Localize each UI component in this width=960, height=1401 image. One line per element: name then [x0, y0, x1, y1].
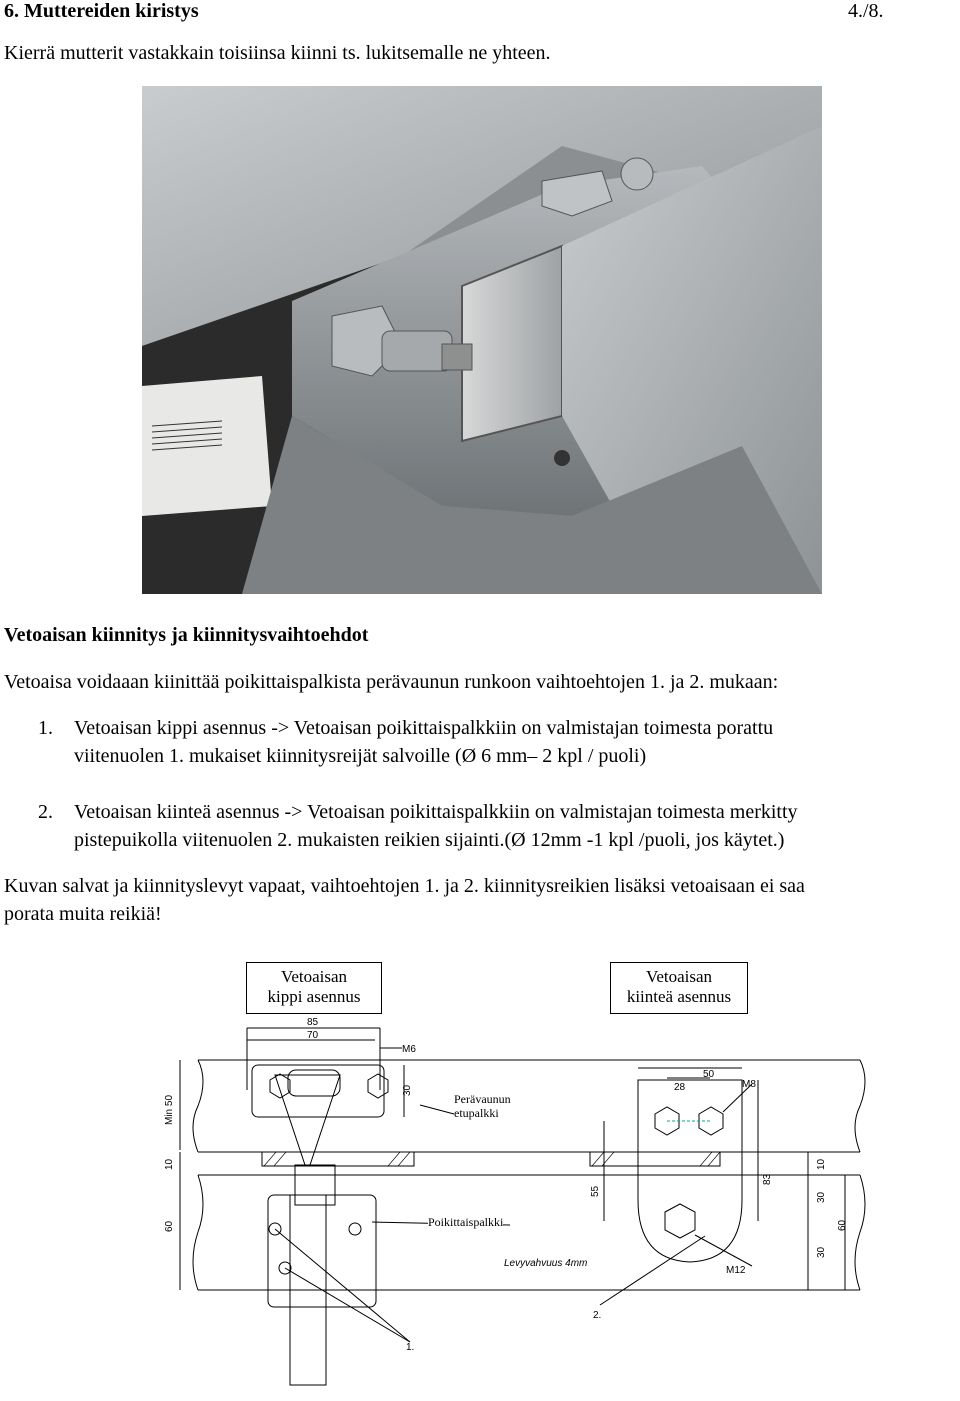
dim-83: 83 — [762, 1173, 773, 1185]
box-left-line2: kippi asennus — [267, 987, 361, 1006]
dim-min50: Min 50 — [164, 1094, 175, 1125]
dim-28: 28 — [674, 1082, 686, 1093]
list-item-2-line2: pistepuikolla viitenuolen 2. mukaisten reikien sijainti.(Ø 12mm -1 kpl /puoli, jos käytet.) — [74, 829, 785, 851]
section-title: 6. Muttereiden kiristys — [4, 0, 199, 22]
dim-30-right-a: 30 — [816, 1191, 827, 1203]
dim-m8: M8 — [742, 1079, 756, 1090]
nut-tightening-photo — [142, 86, 822, 594]
arrow-label-2: 2. — [593, 1310, 602, 1321]
technical-drawing — [0, 1010, 960, 1396]
dim-60-right: 60 — [837, 1219, 848, 1231]
dim-50: 50 — [703, 1069, 715, 1080]
label-cross-beam: Poikittaispalkki — [428, 1215, 504, 1229]
dim-30-left: 30 — [402, 1084, 413, 1096]
dim-85: 85 — [307, 1017, 319, 1028]
label-front-beam-line2: etupalkki — [454, 1106, 499, 1120]
list-item-2-number: 2. — [38, 801, 53, 823]
intro-text: Kierrä mutterit vastakkain toisiinsa kiinni ts. lukitsemalle ne yhteen. — [4, 42, 551, 64]
list-item-1-number: 1. — [38, 717, 53, 739]
dim-60-left: 60 — [164, 1220, 175, 1232]
note-line2: porata muita reikiä! — [4, 903, 162, 925]
plate-thickness: Levyvahvuus 4mm — [504, 1258, 588, 1269]
box-right-line2: kiinteä asennus — [626, 987, 732, 1006]
note-line1: Kuvan salvat ja kiinnityslevyt vapaat, vaihtoehtojen 1. ja 2. kiinnitysreikien lisäksi vetoaisaan ei saa — [4, 875, 805, 897]
list-item-1-line1: Vetoaisan kippi asennus -> Vetoaisan poikittaispalkkiin on valmistajan toimesta porattu — [74, 717, 774, 739]
attachment-lead: Vetoaisa voidaaan kiinittää poikittaispalkista perävaunun runkoon vaihtoehtojen 1. ja 2. mukaan: — [4, 671, 779, 693]
dim-55: 55 — [590, 1185, 601, 1197]
label-front-beam-line1: Perävaunun — [454, 1092, 511, 1106]
dim-10-right: 10 — [816, 1158, 827, 1170]
list-item-2-line1: Vetoaisan kiinteä asennus -> Vetoaisan poikittaispalkkiin on valmistajan toimesta merkitty — [74, 801, 798, 823]
dim-m12: M12 — [726, 1265, 746, 1276]
box-left-line1: Vetoaisan — [280, 967, 348, 986]
attachment-heading: Vetoaisan kiinnitys ja kiinnitysvaihtoehdot — [4, 624, 369, 646]
dim-m6: M6 — [402, 1044, 416, 1055]
dim-70: 70 — [307, 1030, 319, 1041]
list-item-1-line2: viitenuolen 1. mukaiset kiinnitysreijät salvoille (Ø 6 mm– 2 kpl / puoli) — [74, 745, 647, 767]
dim-10-left: 10 — [164, 1158, 175, 1170]
arrow-label-1: 1. — [406, 1342, 415, 1353]
label-front-beam — [454, 1092, 511, 1120]
dim-30-right-b: 30 — [816, 1246, 827, 1258]
box-right-line1: Vetoaisan — [645, 967, 713, 986]
page-number: 4./8. — [848, 0, 884, 22]
box-tilt-installation — [246, 962, 382, 1014]
box-fixed-installation — [610, 962, 748, 1014]
